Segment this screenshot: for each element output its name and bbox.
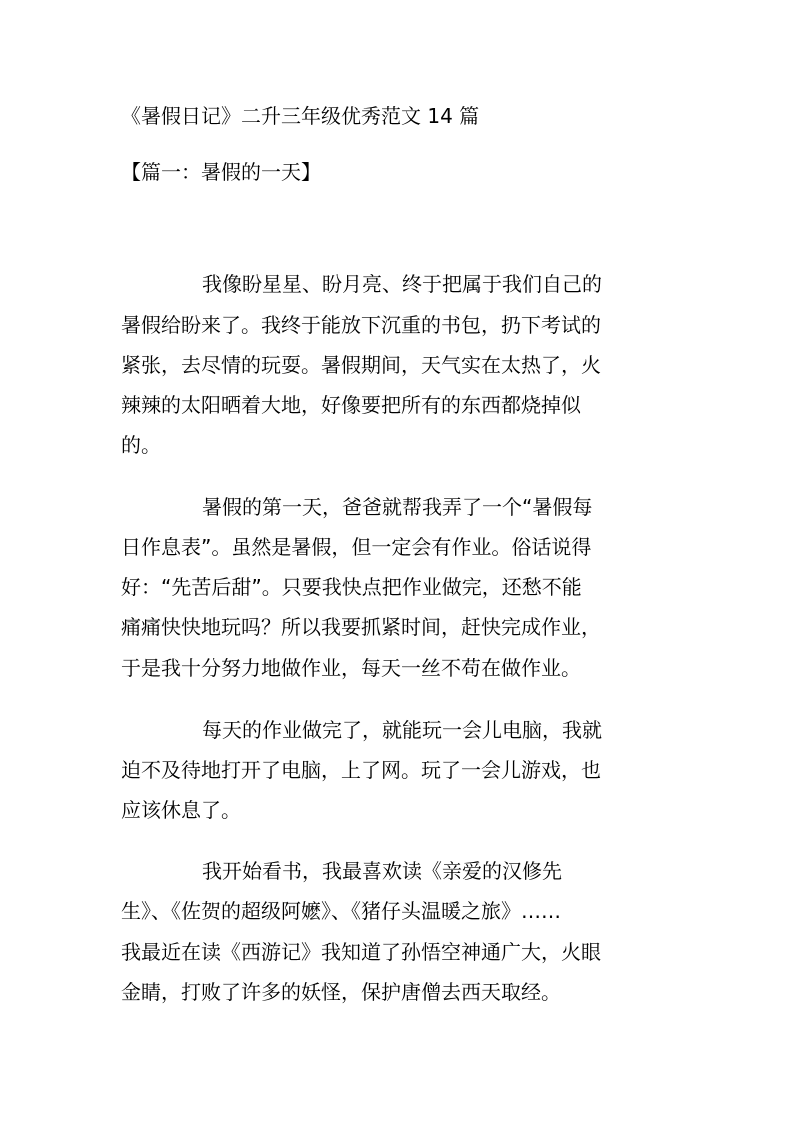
text-line: 于是我十分努力地做作业，每天一丝不苟在做作业。 xyxy=(121,656,581,680)
text-line: 金睛，打败了许多的妖怪，保护唐僧去西天取经。 xyxy=(121,980,561,1004)
text-line: 辣辣的太阳晒着大地，好像要把所有的东西都烧掉似 xyxy=(121,393,581,417)
text-line: 好：“先苦后甜”。只要我快点把作业做完，还愁不能 xyxy=(121,575,582,599)
text-line: 的。 xyxy=(121,433,161,457)
text-line: 暑假的第一天，爸爸就帮我弄了一个“暑假每 xyxy=(202,495,593,519)
document-title: 《暑假日记》二升三年级优秀范文 14 篇 xyxy=(121,104,480,128)
section-heading: 【篇一：暑假的一天】 xyxy=(121,160,321,184)
text-line: 我最近在读《西游记》我知道了孙悟空神通广大，火眼 xyxy=(121,940,601,964)
text-line: 我像盼星星、盼月亮、终于把属于我们自己的 xyxy=(202,272,602,296)
text-line: 紧张，去尽情的玩耍。暑假期间，天气实在太热了，火 xyxy=(121,353,601,377)
text-line: 暑假给盼来了。我终于能放下沉重的书包，扔下考试的 xyxy=(121,313,601,337)
text-line: 每天的作业做完了，就能玩一会儿电脑，我就 xyxy=(202,718,602,742)
text-line: 日作息表”。虽然是暑假，但一定会有作业。俗话说得 xyxy=(121,535,592,559)
text-line: 我开始看书，我最喜欢读《亲爱的汉修先 xyxy=(202,859,562,883)
text-line: 生》、《佐贺的超级阿嬷》、《猪仔头温暖之旅》…… xyxy=(121,899,561,923)
text-line: 应该休息了。 xyxy=(121,798,241,822)
text-line: 痛痛快快地玩吗？所以我要抓紧时间，赶快完成作业， xyxy=(121,615,601,639)
text-line: 迫不及待地打开了电脑，上了网。玩了一会儿游戏，也 xyxy=(121,758,601,782)
